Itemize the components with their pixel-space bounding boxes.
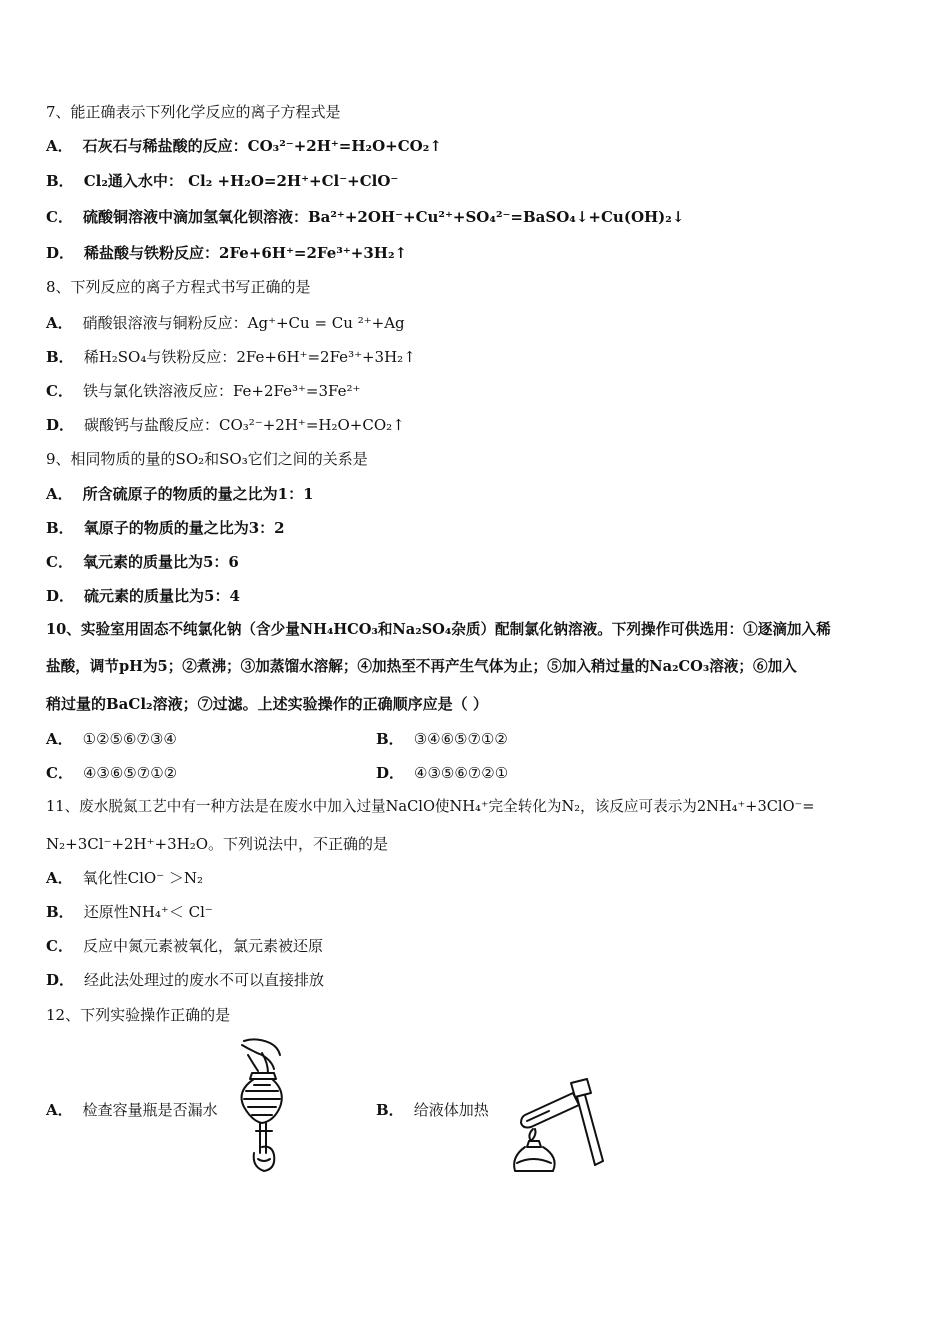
option-text: ④③⑤⑥⑦②① — [414, 764, 509, 782]
q8-option-c — [46, 381, 360, 401]
option-label: A． — [46, 485, 73, 503]
option-text: 稀H₂SO₄与铁粉反应：2Fe+6H⁺=2Fe³⁺+3H₂↑ — [83, 348, 416, 366]
q8-option-b — [46, 347, 416, 367]
q12-option-a — [46, 1100, 218, 1120]
option-text: ③④⑥⑤⑦①② — [413, 730, 508, 748]
option-label: B． — [376, 1101, 404, 1119]
q9-option-c — [46, 552, 239, 572]
q7-stem: 7、能正确表示下列化学反应的离子方程式是 — [46, 103, 341, 121]
q12-option-b — [376, 1100, 489, 1120]
option-text: 经此法处理过的废水不可以直接排放 — [84, 971, 325, 989]
q7-option-a — [46, 136, 442, 156]
option-label: C． — [46, 553, 73, 571]
q7-option-d — [46, 243, 407, 263]
q9-option-a — [46, 484, 314, 504]
option-text: 给液体加热 — [413, 1101, 489, 1119]
q9-option-d — [46, 586, 240, 606]
q10-stem-line2: 盐酸，调节pH为5；②煮沸；③加蒸馏水溶解；④加热至不再产生气体为止；⑤加入稍过量的Na₂CO₃溶液；⑥加入 — [46, 658, 797, 675]
test-tube-heating-illustration — [505, 1075, 615, 1175]
q11-option-d — [46, 970, 324, 990]
q7-option-b — [46, 171, 398, 191]
option-text: 稀盐酸与铁粉反应：2Fe+6H⁺=2Fe³⁺+3H₂↑ — [84, 244, 408, 262]
option-label: A． — [46, 1101, 73, 1119]
q11-stem-line1: 11、废水脱氮工艺中有一种方法是在废水中加入过量NaClO使NH₄⁺完全转化为N₂，该反应可表示为2NH₄⁺+3ClO⁻= — [46, 798, 815, 815]
option-text: Cl₂通入水中： Cl₂ +H₂O=2H⁺+Cl⁻+ClO⁻ — [83, 172, 399, 190]
q12-stem: 12、下列实验操作正确的是 — [46, 1006, 231, 1024]
q10-stem-line3: 稍过量的BaCl₂溶液；⑦过滤。上述实验操作的正确顺序应是（ ） — [46, 695, 488, 713]
option-label: A． — [46, 730, 73, 748]
option-text: 硫酸铜溶液中滴加氢氧化钡溶液：Ba²⁺+2OH⁻+Cu²⁺+SO₄²⁻=BaSO₄↓+Cu(OH)₂↓ — [82, 208, 685, 226]
q10-stem-line1: 10、实验室用固态不纯氯化钠（含少量NH₄HCO₃和Na₂SO₄杂质）配制氯化钠溶液。下列操作可供选用：①逐滴加入稀 — [46, 621, 831, 638]
option-label: C． — [46, 208, 73, 226]
option-text: 氧元素的质量比为5：6 — [82, 553, 239, 571]
option-text: 所含硫原子的物质的量之比为1：1 — [82, 485, 314, 503]
option-text: 石灰石与稀盐酸的反应：CO₃²⁻+2H⁺=H₂O+CO₂↑ — [82, 137, 442, 155]
q7-option-c — [46, 207, 684, 227]
option-label: D． — [46, 587, 75, 605]
option-label: D． — [46, 244, 75, 262]
option-text: 反应中氮元素被氧化，氯元素被还原 — [82, 937, 323, 955]
q11-option-b — [46, 902, 213, 922]
option-label: C． — [46, 382, 73, 400]
q10-option-a — [46, 729, 177, 749]
option-text: 还原性NH₄⁺＜ Cl⁻ — [83, 903, 213, 921]
option-label: B． — [46, 348, 74, 366]
option-text: ④③⑥⑤⑦①② — [82, 764, 178, 782]
volumetric-flask-illustration — [232, 1035, 292, 1175]
option-label: B． — [46, 519, 74, 537]
option-label: A． — [46, 137, 73, 155]
option-label: C． — [46, 937, 73, 955]
q11-option-c — [46, 936, 323, 956]
option-text: 硝酸银溶液与铜粉反应：Ag⁺+Cu = Cu ²⁺+Ag — [82, 314, 405, 332]
option-label: B． — [46, 172, 74, 190]
option-label: B． — [46, 903, 74, 921]
option-label: B． — [376, 730, 404, 748]
q8-option-d — [46, 415, 405, 435]
option-label: A． — [46, 314, 73, 332]
option-text: 氧化性ClO⁻ ＞N₂ — [82, 869, 204, 887]
option-label: D． — [46, 971, 75, 989]
q11-stem-line2: N₂+3Cl⁻+2H⁺+3H₂O。下列说法中，不正确的是 — [46, 835, 389, 853]
q9-stem: 9、相同物质的量的SO₂和SO₃它们之间的关系是 — [46, 450, 368, 468]
option-text: 检查容量瓶是否漏水 — [82, 1101, 218, 1119]
option-label: C． — [46, 764, 73, 782]
q10-option-c — [46, 763, 177, 783]
option-text: 碳酸钙与盐酸反应：CO₃²⁻+2H⁺=H₂O+CO₂↑ — [84, 416, 405, 434]
option-text: ①②⑤⑥⑦③④ — [82, 730, 177, 748]
q9-option-b — [46, 518, 285, 538]
option-text: 铁与氯化铁溶液反应：Fe+2Fe³⁺=3Fe²⁺ — [82, 382, 361, 400]
q8-stem: 8、下列反应的离子方程式书写正确的是 — [46, 278, 311, 296]
q10-option-d — [376, 763, 508, 783]
option-text: 氧原子的物质的量之比为3：2 — [83, 519, 285, 537]
option-text: 硫元素的质量比为5：4 — [84, 587, 240, 605]
q10-option-b — [376, 729, 508, 749]
option-label: D． — [46, 416, 75, 434]
q8-option-a — [46, 313, 405, 333]
option-label: A． — [46, 869, 73, 887]
q11-option-a — [46, 868, 203, 888]
option-label: D． — [376, 764, 405, 782]
